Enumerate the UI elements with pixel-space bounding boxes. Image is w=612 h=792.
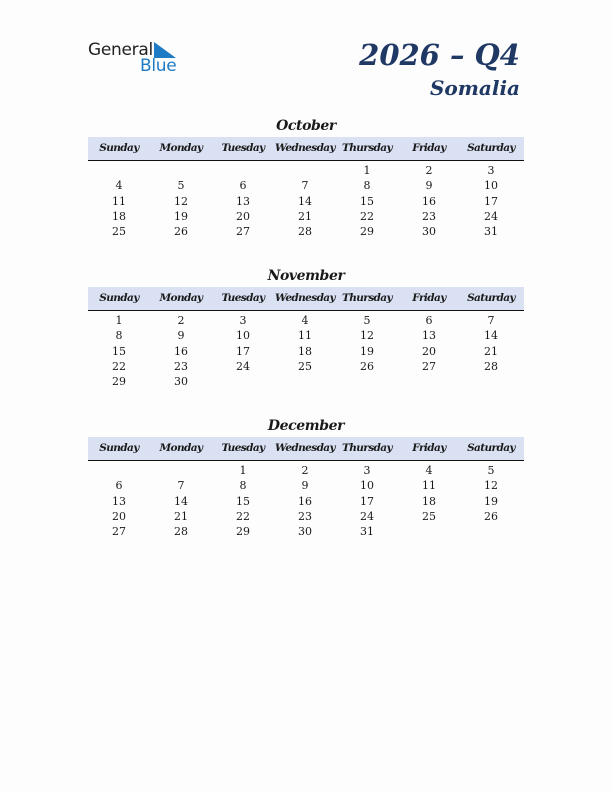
day-cell: 29	[236, 525, 250, 539]
day-cell: 12	[484, 479, 498, 493]
logo	[88, 40, 188, 76]
day-cell: 19	[174, 209, 188, 223]
day-cell: 21	[298, 209, 312, 223]
day-cell: 9	[301, 479, 309, 493]
week-row	[88, 344, 524, 359]
day-cell	[274, 374, 336, 389]
day-cell: 4	[425, 464, 433, 477]
week-row	[88, 374, 524, 389]
day-cell: 3	[239, 314, 247, 327]
day-cell: 9	[425, 179, 433, 193]
day-cell	[212, 163, 274, 178]
day-cell: 2	[301, 464, 309, 477]
weekday-label: Monday	[159, 142, 203, 154]
day-cell	[460, 524, 522, 539]
day-cell: 25	[112, 225, 126, 239]
weekday-label: Thursday	[342, 292, 392, 304]
weekday-label: Sunday	[99, 442, 139, 454]
weekday-header-row	[88, 437, 524, 461]
week-row	[88, 163, 524, 178]
day-cell	[88, 463, 150, 478]
month-calendar	[88, 266, 524, 389]
day-cell: 25	[298, 359, 312, 373]
day-cell: 11	[422, 479, 436, 493]
week-row	[88, 194, 524, 209]
day-cell: 19	[360, 344, 374, 358]
day-cell: 24	[236, 359, 250, 373]
week-row	[88, 224, 524, 239]
day-cell: 17	[236, 344, 250, 358]
day-cell: 28	[298, 225, 312, 239]
month-name: December	[267, 418, 345, 434]
day-cell: 2	[177, 314, 185, 327]
day-cell	[274, 163, 336, 178]
day-cell: 28	[174, 525, 188, 539]
day-cell: 8	[363, 179, 371, 193]
day-cell: 26	[174, 225, 188, 239]
day-cell: 5	[487, 464, 495, 477]
day-cell: 14	[174, 494, 188, 508]
day-cell: 30	[422, 225, 436, 239]
day-cell: 21	[484, 344, 498, 358]
day-cell: 7	[301, 179, 309, 193]
day-cell: 23	[174, 359, 188, 373]
day-cell: 30	[298, 525, 312, 539]
weeks	[88, 461, 524, 539]
day-cell: 18	[422, 494, 436, 508]
day-cell: 27	[422, 359, 436, 373]
day-cell: 30	[174, 375, 188, 389]
week-row	[88, 313, 524, 328]
day-cell	[460, 374, 522, 389]
day-cell: 19	[484, 494, 498, 508]
day-cell: 24	[484, 209, 498, 223]
weekday-label: Saturday	[467, 292, 515, 304]
day-cell: 16	[422, 194, 436, 208]
day-cell: 10	[236, 329, 250, 343]
month-calendar	[88, 116, 524, 239]
weekday-label: Monday	[159, 442, 203, 454]
day-cell: 5	[177, 179, 185, 193]
day-cell: 20	[112, 509, 126, 523]
day-cell	[398, 524, 460, 539]
day-cell: 7	[177, 479, 185, 493]
weekday-label: Thursday	[342, 442, 392, 454]
day-cell: 10	[360, 479, 374, 493]
week-row	[88, 463, 524, 478]
day-cell	[88, 163, 150, 178]
day-cell: 26	[360, 359, 374, 373]
day-cell: 16	[298, 494, 312, 508]
day-cell: 1	[115, 314, 123, 327]
day-cell: 15	[360, 194, 374, 208]
day-cell: 27	[112, 525, 126, 539]
day-cell: 12	[360, 329, 374, 343]
day-cell: 3	[487, 164, 495, 177]
day-cell: 4	[301, 314, 309, 327]
day-cell: 27	[236, 225, 250, 239]
weekday-label: Tuesday	[221, 292, 265, 304]
day-cell: 25	[422, 509, 436, 523]
month-name: October	[276, 118, 336, 134]
day-cell: 29	[112, 375, 126, 389]
day-cell: 22	[360, 209, 374, 223]
weekday-label: Tuesday	[221, 442, 265, 454]
day-cell: 20	[236, 209, 250, 223]
day-cell: 13	[112, 494, 126, 508]
weeks	[88, 161, 524, 239]
weekday-label: Wednesday	[274, 442, 336, 454]
day-cell: 23	[298, 509, 312, 523]
page-title: 2026 – Q4	[359, 38, 520, 72]
day-cell: 14	[298, 194, 312, 208]
day-cell: 10	[484, 179, 498, 193]
day-cell: 31	[484, 225, 498, 239]
day-cell: 5	[363, 314, 371, 327]
week-row	[88, 509, 524, 524]
day-cell	[150, 163, 212, 178]
day-cell: 26	[484, 509, 498, 523]
day-cell: 17	[484, 194, 498, 208]
day-cell: 4	[115, 179, 123, 193]
weekday-label: Sunday	[99, 292, 139, 304]
day-cell: 15	[236, 494, 250, 508]
day-cell: 13	[422, 329, 436, 343]
day-cell: 24	[360, 509, 374, 523]
day-cell: 21	[174, 509, 188, 523]
day-cell: 11	[112, 194, 126, 208]
weeks	[88, 311, 524, 389]
day-cell: 17	[360, 494, 374, 508]
weekday-label: Friday	[412, 292, 446, 304]
day-cell: 18	[298, 344, 312, 358]
day-cell	[212, 374, 274, 389]
day-cell: 9	[177, 329, 185, 343]
day-cell	[336, 374, 398, 389]
day-cell: 1	[239, 464, 247, 477]
weekday-label: Monday	[159, 292, 203, 304]
day-cell: 2	[425, 164, 433, 177]
week-row	[88, 478, 524, 493]
day-cell: 6	[425, 314, 433, 327]
day-cell: 22	[236, 509, 250, 523]
day-cell: 3	[363, 464, 371, 477]
day-cell: 22	[112, 359, 126, 373]
week-row	[88, 209, 524, 224]
day-cell	[398, 374, 460, 389]
day-cell: 15	[112, 344, 126, 358]
weekday-label: Saturday	[467, 442, 515, 454]
month-name: November	[267, 268, 345, 284]
day-cell: 16	[174, 344, 188, 358]
weekday-label: Wednesday	[274, 292, 336, 304]
day-cell: 1	[363, 164, 371, 177]
logo-word-general: General	[88, 40, 153, 60]
weekday-label: Friday	[412, 142, 446, 154]
day-cell: 18	[112, 209, 126, 223]
day-cell: 20	[422, 344, 436, 358]
logo-word-blue: Blue	[140, 56, 177, 76]
day-cell: 6	[115, 479, 123, 493]
day-cell: 8	[239, 479, 247, 493]
day-cell: 8	[115, 329, 123, 343]
day-cell: 23	[422, 209, 436, 223]
weekday-header-row	[88, 287, 524, 311]
weekday-label: Saturday	[467, 142, 515, 154]
weekday-label: Friday	[412, 442, 446, 454]
weekday-label: Wednesday	[274, 142, 336, 154]
month-calendar	[88, 416, 524, 539]
week-row	[88, 359, 524, 374]
weekday-label: Sunday	[99, 142, 139, 154]
day-cell: 7	[487, 314, 495, 327]
weekday-label: Thursday	[342, 142, 392, 154]
day-cell: 29	[360, 225, 374, 239]
country-name: Somalia	[429, 76, 520, 100]
weekday-label: Tuesday	[221, 142, 265, 154]
day-cell: 14	[484, 329, 498, 343]
day-cell: 28	[484, 359, 498, 373]
week-row	[88, 494, 524, 509]
week-row	[88, 178, 524, 193]
day-cell: 12	[174, 194, 188, 208]
day-cell: 31	[360, 525, 374, 539]
day-cell: 11	[298, 329, 312, 343]
day-cell: 13	[236, 194, 250, 208]
week-row	[88, 524, 524, 539]
week-row	[88, 328, 524, 343]
weekday-header-row	[88, 137, 524, 161]
day-cell: 6	[239, 179, 247, 193]
day-cell	[150, 463, 212, 478]
